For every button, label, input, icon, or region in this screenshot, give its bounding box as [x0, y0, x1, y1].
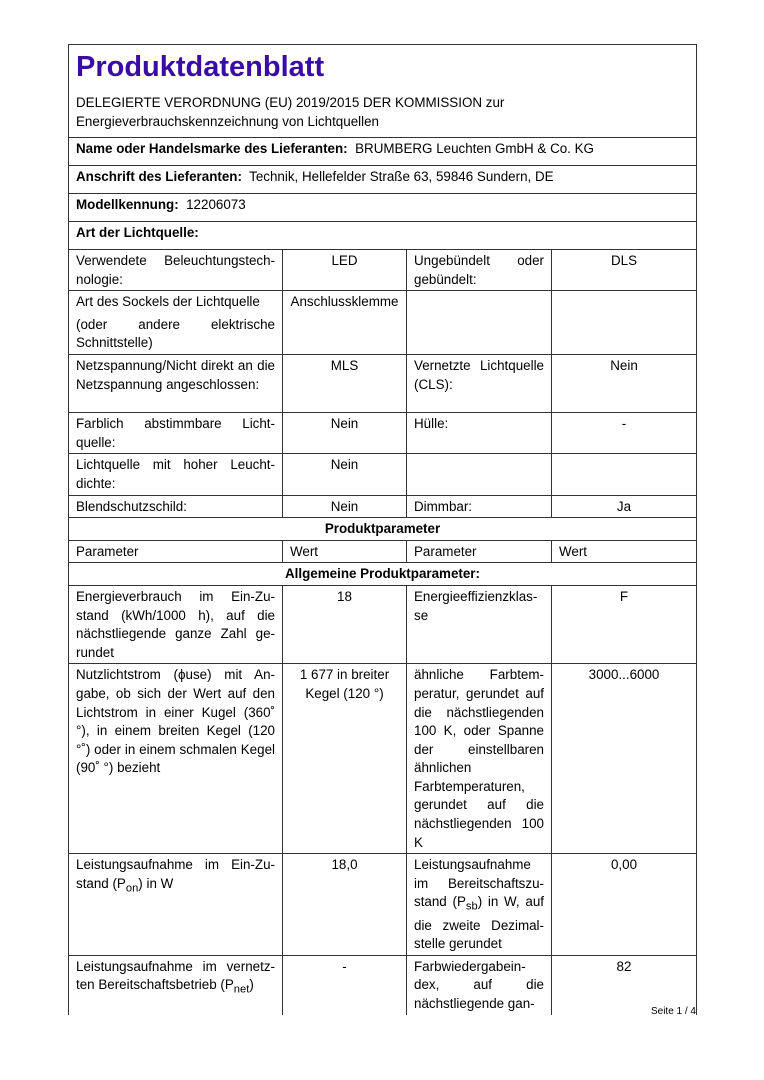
- datasheet: [68, 44, 696, 1015]
- param-name: Lichtquelle mit hoher Leuchtdichte:: [69, 454, 283, 495]
- page-number: Seite 1 / 4: [650, 1006, 696, 1017]
- param-name: Farbwiedergabeindex, auf die nächstliegende gan-: [407, 955, 552, 1014]
- param-name: Nutzlichtstrom (ϕuse) mit Angabe, ob sich der Wert auf den Lichtstrom in einer Kugel (360˚ °), in einem breiten Kegel (120 °˚) oder in einem schmalen Kegel (90˚ °) bezieht: [69, 664, 283, 854]
- param-value: Nein: [283, 454, 407, 495]
- light-source-type-row: [69, 222, 697, 250]
- section-heading-text: Produktparameter: [324, 521, 441, 537]
- column-header-row: [69, 540, 697, 563]
- param-value: 3000...6000: [552, 664, 697, 854]
- header-cell: [69, 45, 697, 138]
- param-value: DLS: [552, 250, 697, 291]
- param-name: Energieverbrauch im Ein-Zustand (kWh/1000 h), auf die nächstliegende ganze Zahl gerundet: [69, 585, 283, 663]
- model-value: 12206073: [186, 197, 246, 212]
- param-name: Netzspannung/Nicht direkt an die Netzspannung angeschlossen:: [69, 355, 283, 413]
- supplier-label: Name oder Handelsmarke des Lieferanten:: [76, 141, 348, 156]
- param-value: LED: [283, 250, 407, 291]
- model-label: Modellkennung:: [76, 197, 179, 212]
- supplier-value: BRUMBERG Leuchten GmbH & Co. KG: [355, 141, 594, 156]
- datasheet-table: [68, 44, 697, 1015]
- table-row: [69, 355, 697, 413]
- param-name-line: Art des Sockels der Lichtquelle: [76, 294, 260, 310]
- param-name: [69, 955, 283, 1014]
- text: ) in W: [138, 875, 174, 891]
- model-row: [69, 194, 697, 222]
- param-name: Vernetzte Lichtquelle (CLS):: [407, 355, 552, 413]
- table-row: [69, 250, 697, 291]
- section-heading: [69, 518, 697, 541]
- address-label: Anschrift des Lieferanten:: [76, 169, 242, 184]
- param-name: Verwendete Beleuchtungstechnologie:: [69, 250, 283, 291]
- param-value: -: [552, 413, 697, 454]
- column-header: Wert: [283, 540, 407, 563]
- param-name: [69, 291, 283, 355]
- table-row: [69, 854, 697, 956]
- param-value: MLS: [283, 355, 407, 413]
- column-header: Wert: [552, 540, 697, 563]
- param-value: 0,00: [552, 854, 697, 956]
- param-name: Dimmbar:: [407, 495, 552, 518]
- column-header: Parameter: [69, 540, 283, 563]
- text: Leistungsaufnahme im Bereitschaftszustand (P: [414, 857, 544, 910]
- subscript: net: [233, 984, 250, 997]
- param-name: Farblich abstimmbare Lichtquelle:: [69, 413, 283, 454]
- address-value: Technik, Hellefelder Straße 63, 59846 Sundern, DE: [249, 169, 554, 184]
- table-row: [69, 585, 697, 663]
- text: Leistungsaufnahme im Ein-Zustand (P: [76, 857, 275, 891]
- regulation-subtitle: DELEGIERTE VERORDNUNG (EU) 2019/2015 DER KOMMISSION zur Energieverbrauchskennzeichnung von Lichtquellen: [76, 95, 505, 129]
- param-name: Hülle:: [407, 413, 552, 454]
- param-value: [552, 454, 697, 495]
- table-row: [69, 454, 697, 495]
- table-row: [69, 955, 697, 1014]
- param-value: Ja: [552, 495, 697, 518]
- param-value: Anschlussklemme: [283, 291, 407, 355]
- light-source-type-label: Art der Lichtquelle:: [76, 225, 199, 240]
- param-value: 82: [552, 955, 697, 1014]
- subsection-heading: [69, 563, 697, 586]
- param-value: F: [552, 585, 697, 663]
- param-value: -: [283, 955, 407, 1014]
- param-value: Nein: [283, 495, 407, 518]
- param-name: [407, 454, 552, 495]
- text: ): [249, 977, 254, 993]
- param-name: [407, 854, 552, 956]
- param-name: [69, 854, 283, 956]
- param-value: [552, 291, 697, 355]
- param-value: Nein: [552, 355, 697, 413]
- param-value: 1 677 in breiter Kegel (120 °): [283, 664, 407, 854]
- column-header: Parameter: [407, 540, 552, 563]
- param-name: Blendschutzschild:: [69, 495, 283, 518]
- text: Leistungsaufnahme im vernetzten Bereitschaftsbetrieb (P: [76, 958, 275, 993]
- table-row: [69, 664, 697, 854]
- supplier-row: [69, 138, 697, 166]
- param-value: 18,0: [283, 854, 407, 956]
- subsection-heading-text: Allgemeine Produktparameter:: [285, 566, 480, 582]
- subscript: sb: [465, 901, 478, 914]
- table-row: [69, 291, 697, 355]
- page-title: Produktdatenblatt: [76, 51, 325, 83]
- table-row: [69, 413, 697, 454]
- param-value: 18: [283, 585, 407, 663]
- address-row: [69, 166, 697, 194]
- param-name: ähnliche Farbtemperatur, gerundet auf die nächstliegenden 100 K, oder Spanne der einstellbaren ähnlichen Farbtemperaturen, gerundet auf die nächstliegenden 100 K: [407, 664, 552, 854]
- param-value: Nein: [283, 413, 407, 454]
- table-row: [69, 495, 697, 518]
- text: ) in W, auf die zweite Dezimalstelle gerundet: [414, 894, 544, 952]
- subscript: on: [125, 882, 139, 895]
- param-name: [407, 291, 552, 355]
- param-name: Energieeffizienzklasse: [407, 585, 552, 663]
- param-name-note: (oder andere elektrische Schnittstelle): [76, 316, 275, 351]
- param-name: Ungebündelt oder gebündelt:: [407, 250, 552, 291]
